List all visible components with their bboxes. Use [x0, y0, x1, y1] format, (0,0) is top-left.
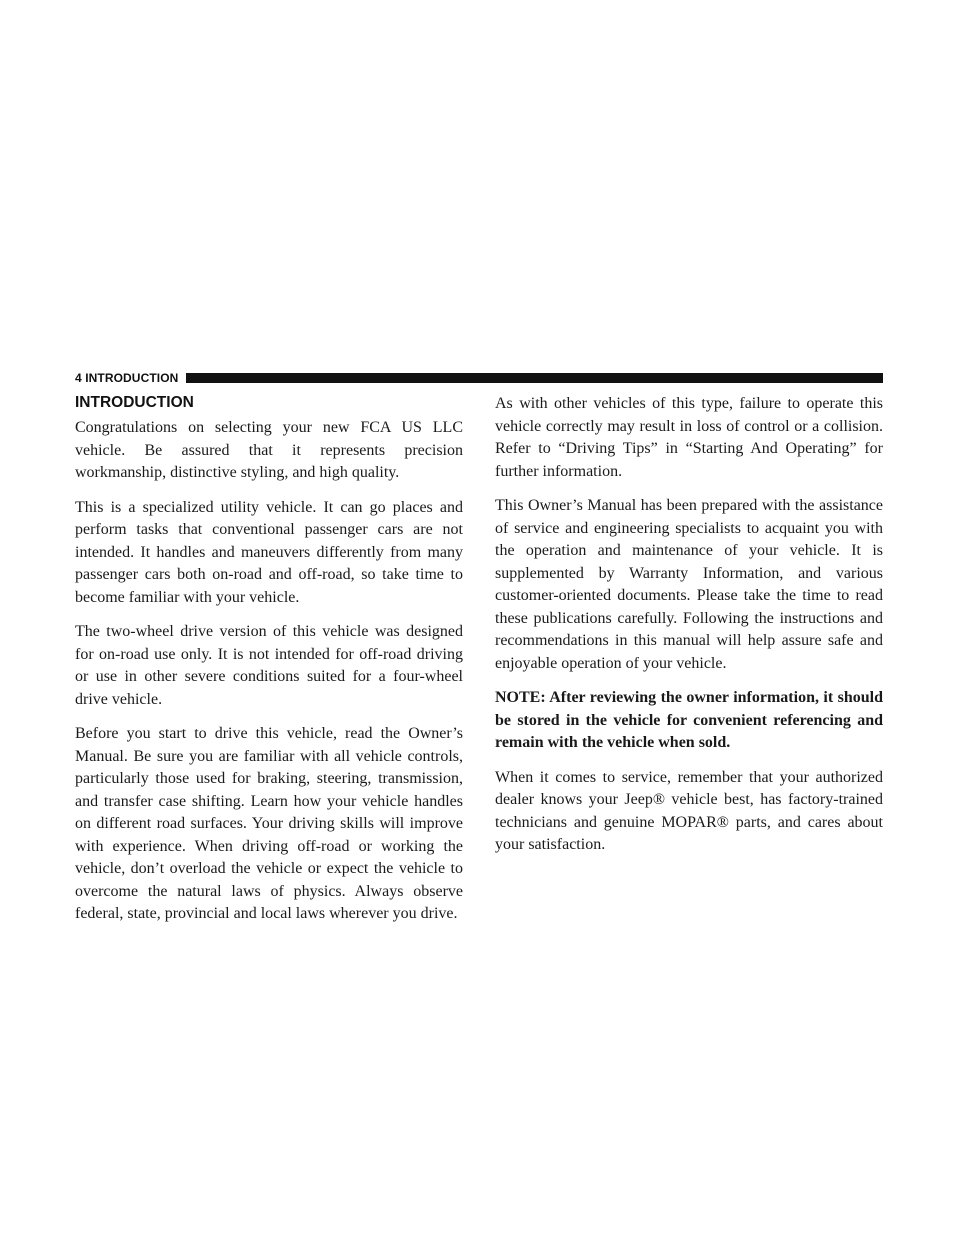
paragraph-specialized-utility: This is a specialized utility vehicle. It can go places and perform tasks that conventional passenger cars are not intended. It handles and maneuvers differently from many passenger cars both on-road and off-road, so take time to become familiar with your vehicle. — [75, 498, 463, 606]
header-rule-bar — [186, 373, 883, 383]
running-header — [75, 371, 883, 385]
left-column — [75, 393, 463, 938]
paragraph-two-wheel-drive: The two-wheel drive version of this vehicle was designed for on-road use only. It is not intended for off-road driving or use in other severe conditions suited for a four-wheel drive vehicle. — [75, 623, 463, 708]
paragraph-congratulations: Congratulations on selecting your new FCA US LLC vehicle. Be assured that it represents precision workmanship, distinctive styling, and high quality. — [75, 419, 463, 481]
right-column — [495, 393, 883, 869]
paragraph-service-dealer: When it comes to service, remember that your authorized dealer knows your Jeep® vehicle best, has factory-trained technicians and genuine MOPAR® parts, and cares about your satisfaction. — [495, 768, 883, 853]
section-title: INTRODUCTION — [75, 394, 194, 411]
note-paragraph: NOTE: After reviewing the owner information, it should be stored in the vehicle for convenient referencing and remain with the vehicle when sold. — [495, 689, 883, 751]
page-number-section-label: 4 INTRODUCTION — [75, 371, 179, 385]
paragraph-failure-to-operate: As with other vehicles of this type, failure to operate this vehicle correctly may result in loss of control or a collision. Refer to “Driving Tips” in “Starting And Operating” for further information. — [495, 395, 883, 480]
paragraph-owners-manual-prepared: This Owner’s Manual has been prepared with the assistance of service and engineering specialists to acquaint you with the operation and maintenance of your vehicle. It is supplemented by Warranty Information, and various customer-oriented documents. Please take the time to read these publications carefully. Following the instructions and recommendations in this manual will help assure safe and enjoyable operation of your vehicle. — [495, 497, 883, 672]
paragraph-before-you-drive: Before you start to drive this vehicle, read the Owner’s Manual. Be sure you are familiar with all vehicle controls, particularly those used for braking, steering, transmission, and transfer case shifting. Learn how your vehicle handles on different road surfaces. Your driving skills will improve with experience. When driving off-road or working the vehicle, don’t overload the vehicle or expect the vehicle to overcome the natural laws of physics. Always observe federal, state, provincial and local laws wherever you drive. — [75, 725, 463, 922]
